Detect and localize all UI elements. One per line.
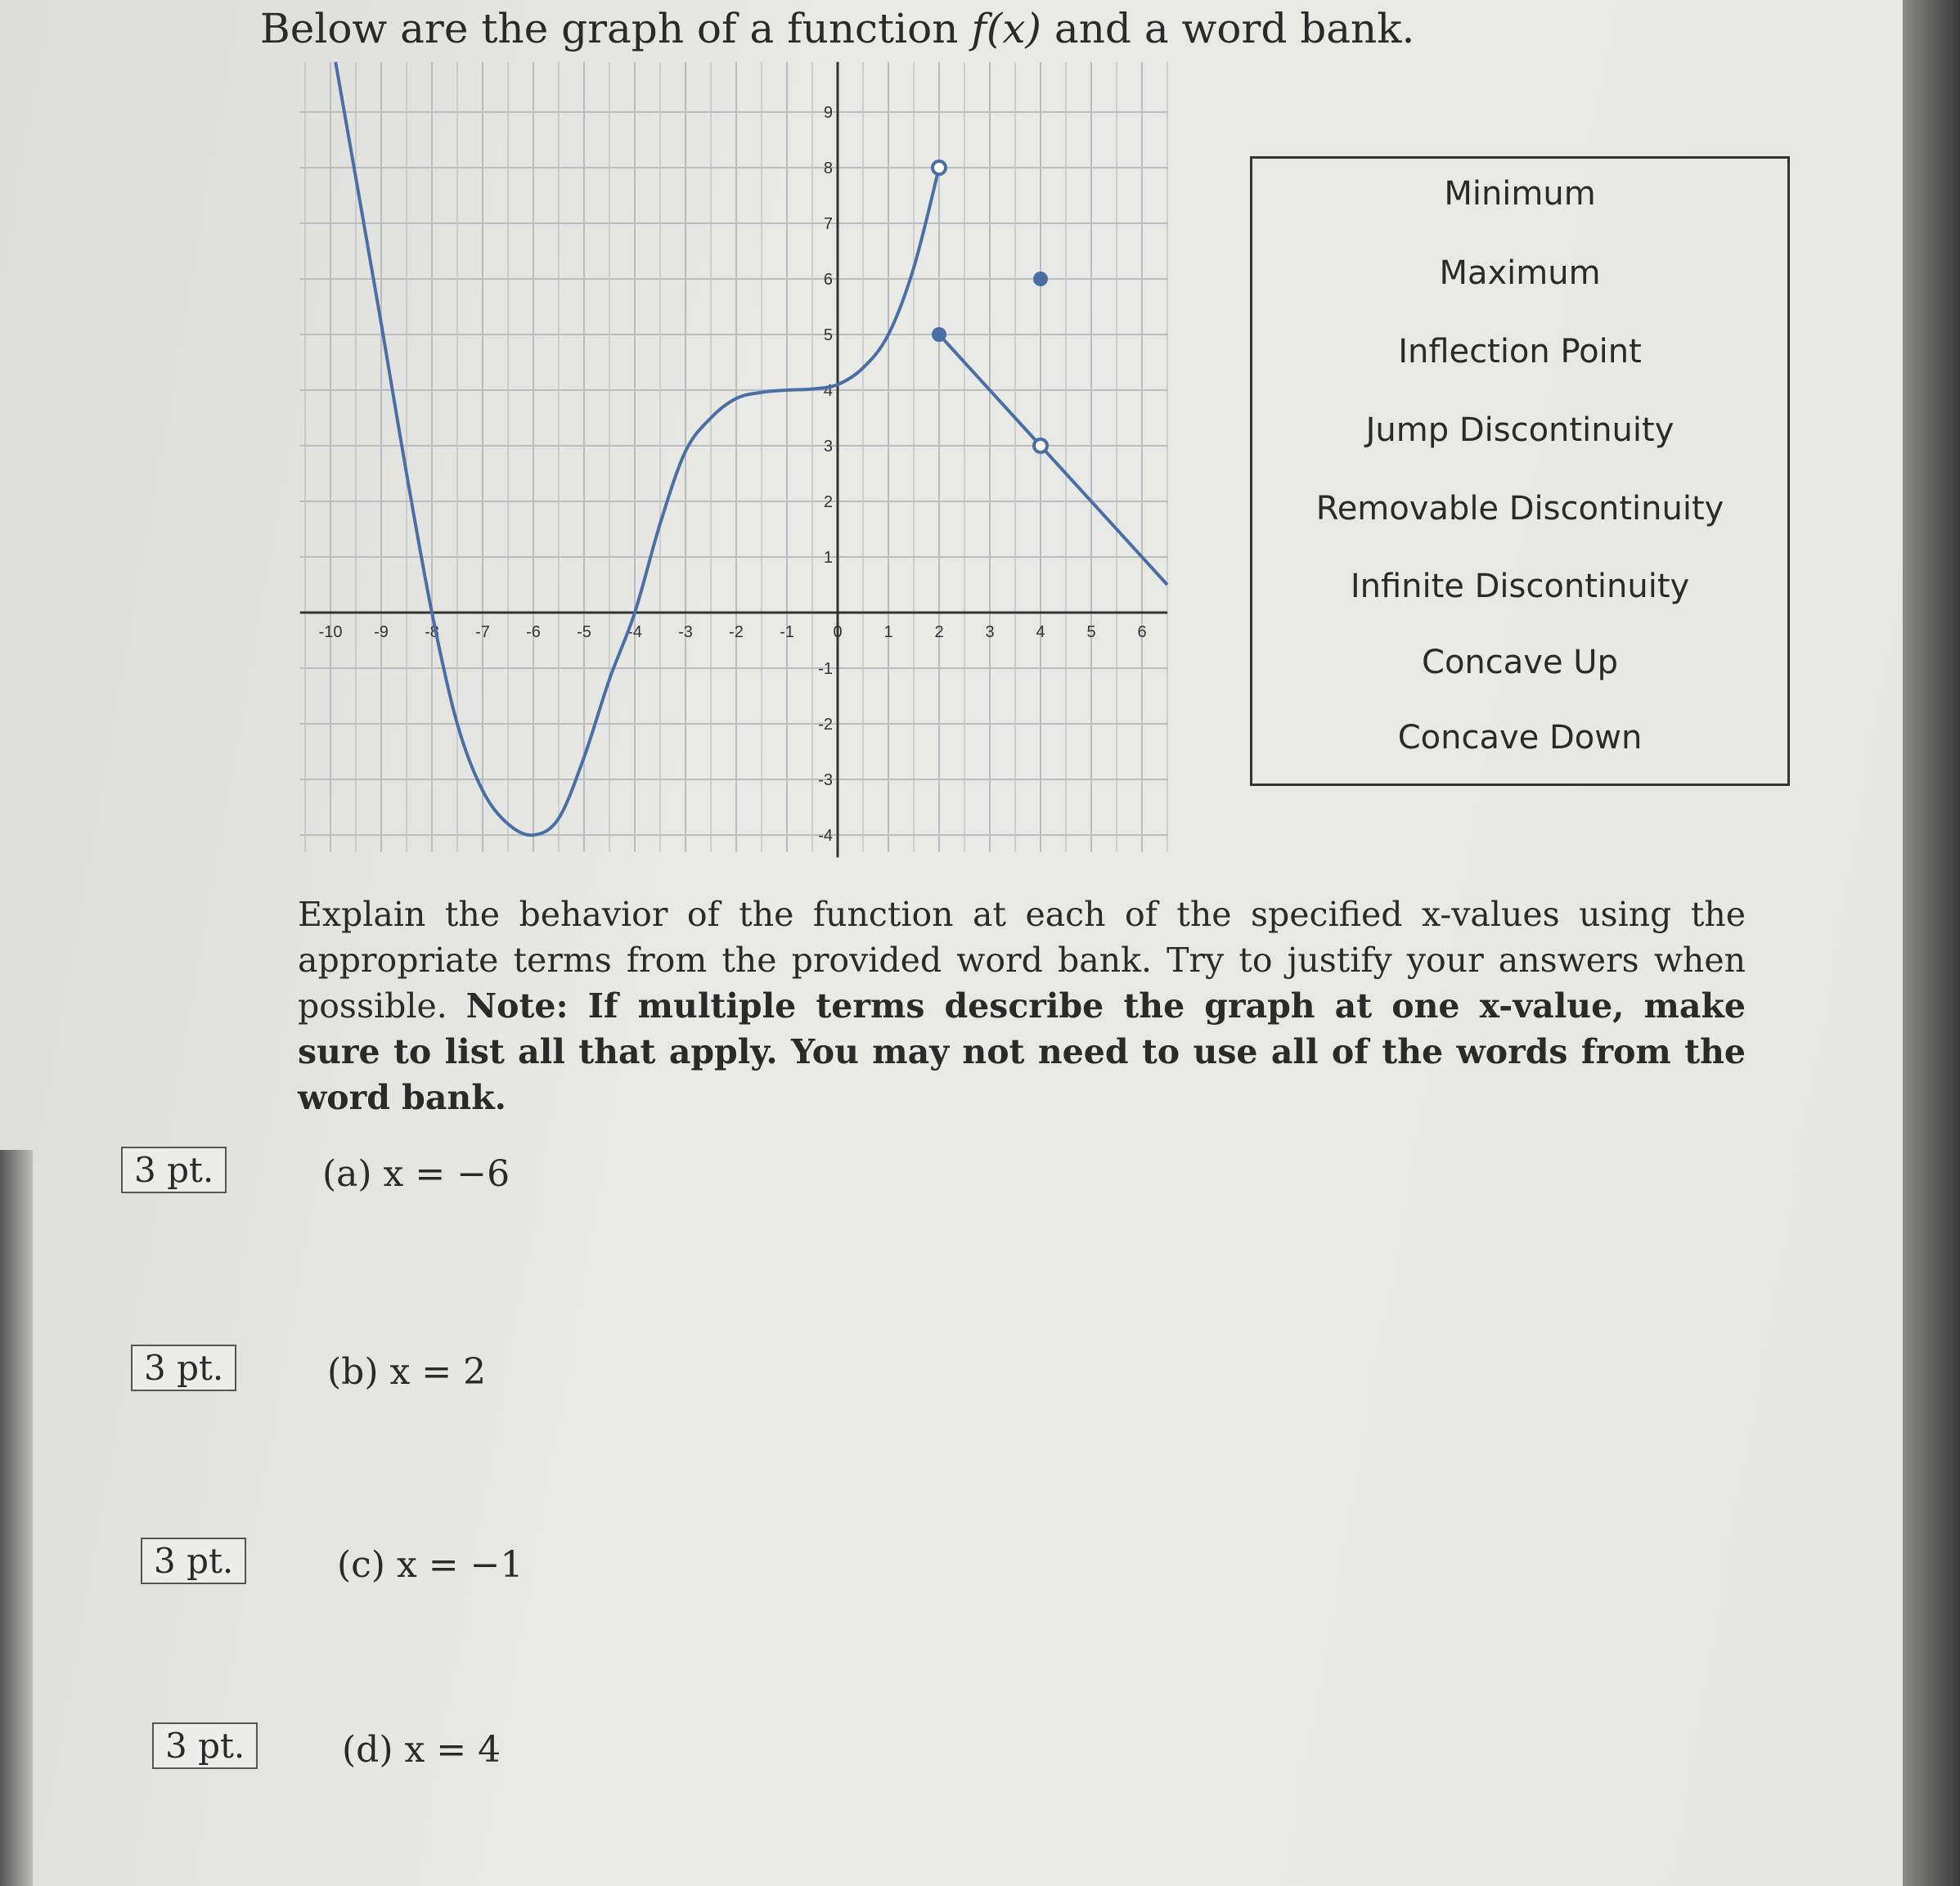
x-tick-label: -8 — [425, 623, 439, 641]
y-tick-label: -4 — [818, 827, 833, 845]
instructions-text: Explain the behavior of the function at each of the specified x-values using the appropriate terms from the provided word bank. Try to justify your answers when possible. — [298, 895, 1746, 1026]
open-point — [933, 161, 946, 174]
x-tick-label: -6 — [526, 623, 541, 641]
y-tick-label: 1 — [823, 549, 833, 567]
word-bank-item: Concave Up — [1422, 644, 1618, 681]
question-b: (b) x = 2 — [327, 1351, 487, 1393]
y-tick-label: 5 — [823, 326, 833, 344]
y-tick-label: 2 — [823, 493, 833, 511]
x-tick-label: -9 — [374, 623, 389, 641]
word-bank-item: Jump Discontinuity — [1365, 411, 1675, 449]
y-tick-label: 8 — [823, 159, 833, 177]
y-tick-label: 4 — [823, 382, 833, 400]
x-tick-label: 2 — [934, 623, 944, 641]
y-tick-label: -3 — [818, 771, 833, 789]
x-tick-label: 1 — [883, 623, 893, 641]
word-bank-item: Concave Down — [1397, 719, 1643, 757]
y-tick-label: 6 — [823, 271, 833, 289]
x-tick-label: -1 — [780, 623, 794, 641]
x-tick-label: 6 — [1137, 623, 1147, 641]
instructions — [298, 891, 1746, 1120]
word-bank-item: Minimum — [1444, 175, 1596, 213]
word-bank-item: Removable Discontinuity — [1315, 490, 1724, 528]
question-d: (d) x = 4 — [342, 1729, 501, 1771]
x-tick-label: -5 — [577, 623, 591, 641]
y-tick-label: -2 — [818, 716, 833, 734]
y-tick-label: 7 — [823, 215, 833, 233]
points-badge: 3 pt. — [152, 1722, 258, 1769]
question-a: (a) x = −6 — [322, 1153, 510, 1195]
x-tick-label: 0 — [833, 623, 843, 641]
page-title: Below are the graph of a function f(x) and a word bank. — [260, 5, 1415, 52]
x-tick-label: -2 — [729, 623, 744, 641]
instructions-note: Note: If multiple terms describe the graph at one x-value, make sure to list all that apply. You may not need to use all of the words from the word bank. — [298, 986, 1746, 1117]
word-bank — [1250, 156, 1790, 786]
x-tick-label: 4 — [1036, 623, 1045, 641]
screen-edge — [1903, 0, 1960, 1886]
x-tick-label: 5 — [1086, 623, 1096, 641]
word-bank-item: Infinite Discontinuity — [1350, 568, 1690, 605]
y-tick-label: -1 — [818, 660, 833, 678]
points-badge: 3 pt. — [131, 1345, 236, 1391]
x-tick-label: -4 — [627, 623, 642, 641]
x-tick-label: -7 — [475, 623, 490, 641]
question-c: (c) x = −1 — [337, 1544, 524, 1586]
y-tick-label: 3 — [823, 438, 833, 456]
x-tick-label: 3 — [985, 623, 995, 641]
x-tick-label: -10 — [318, 623, 343, 641]
points-badge: 3 pt. — [121, 1147, 227, 1193]
points-badge: 3 pt. — [141, 1538, 246, 1584]
word-bank-item: Maximum — [1439, 254, 1601, 292]
screen-edge-left — [0, 1150, 33, 1886]
open-point — [1034, 439, 1047, 452]
function-curve — [335, 62, 939, 835]
x-tick-label: -3 — [678, 623, 693, 641]
closed-point — [932, 327, 946, 342]
word-bank-item: Inflection Point — [1398, 333, 1642, 370]
y-tick-label: 9 — [823, 104, 833, 122]
function-line-segment — [939, 335, 1167, 585]
function-graph — [0, 0, 1227, 867]
closed-point — [1033, 272, 1048, 286]
